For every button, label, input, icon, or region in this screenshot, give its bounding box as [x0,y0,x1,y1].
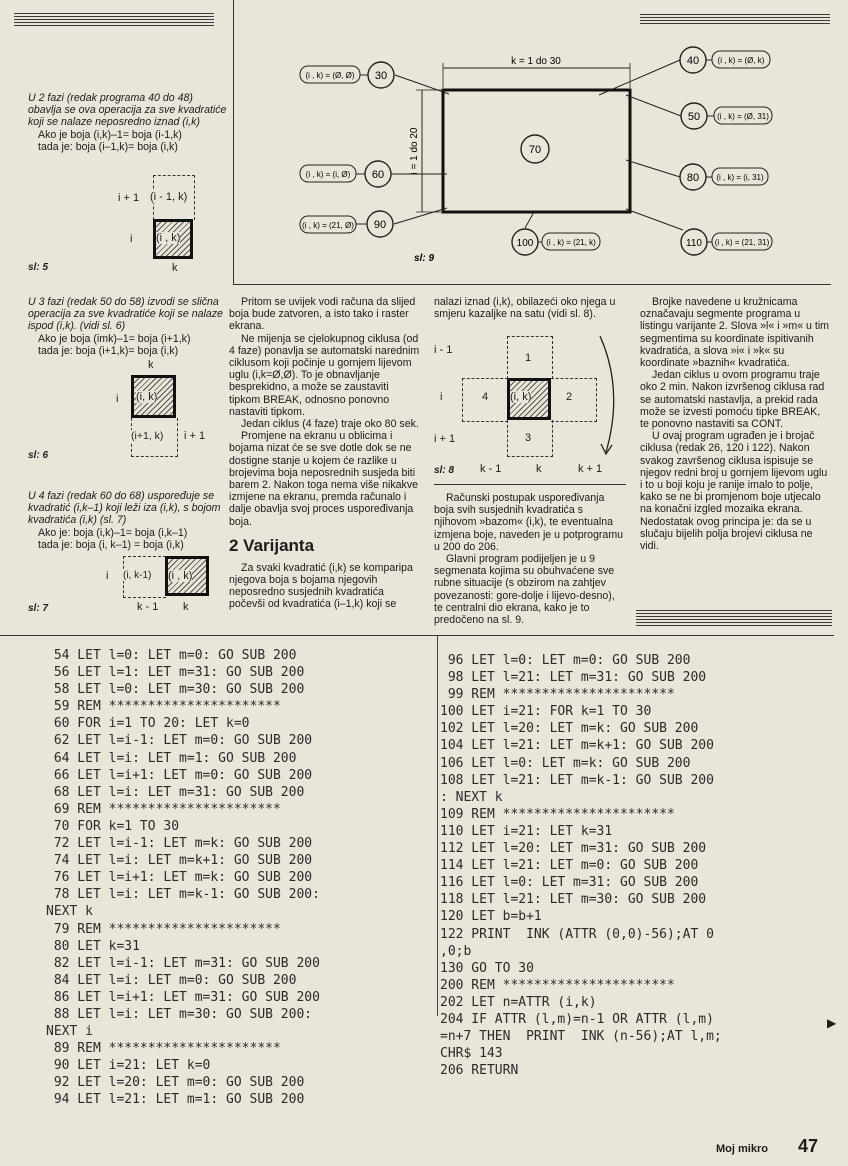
code-line: 92 LET l=20: LET m=0: GO SUB 200 [46,1075,305,1091]
code-line: 69 REM ********************** [46,801,281,817]
code-line: 54 LET l=0: LET m=0: GO SUB 200 [46,648,297,663]
code-line: 89 REM ********************** [46,1041,281,1057]
code-line: 56 LET l=1: LET m=31: GO SUB 200 [46,665,305,681]
code-line: 204 IF ATTR (l,m)=n-1 OR ATTR (l,m) [440,1011,714,1027]
col4-paragraph-3: U ovaj program ugrađen je i brojač ciklusa (redak 26, 120 i 122). Nakon svakog završenog ciklusa ispisuje se njegov redni broj u gornjem lijevom uglu i to u boji koju je ranije imalo to polje, kako se ne bi promjenom boje utjecalo na konačni izgled mozaika ekrana. Nedostatak ovog principa je: da se u slučaju bijelih polja brojevi ciklusa ne vidi. [640,430,828,553]
code-line: 59 REM ********************** [46,699,281,715]
code-line: CHR$ 143 [440,1046,503,1062]
svg-text:110: 110 [686,238,702,249]
column-4-text [640,296,830,552]
fig6-text [28,296,228,357]
code-line: 112 LET l=20: LET m=31: GO SUB 200 [440,841,707,857]
code-line: NEXT i [46,1024,93,1040]
fig9-node-60 [300,161,447,187]
col4-paragraph-2: Jedan ciklus u ovom programu traje oko 2 min. Nakon izvršenog ciklusa rad se automatski nastavlja, a prekid rada može se izvesti pomoću tipke BREAK, te ponovno nastaviti sa CONT. [640,369,825,431]
col2-paragraph-2: Ne mijenja se cjelokupnog ciklusa (od 4 faze) ponavlja se automatski narednim ciklusom koji počinje u gornjem lijevom uglu (i,k=Ø,Ø). To je obnavljanje besprekidno, a može se zaustaviti tipkom BREAK, odnosno ponovno nastaviti tipkom. [229,332,420,418]
code-line: 90 LET i=21: LET k=0 [46,1058,211,1074]
svg-text:(i , k) = (21, k): (i , k) = (21, k) [546,238,596,247]
code-line: 96 LET l=0: LET m=0: GO SUB 200 [440,653,691,668]
fig9-height-label: i = 1 do 20 [409,127,420,175]
listing-column-rule [437,636,438,1016]
fig8-row-i-1: i - 1 [434,344,453,356]
code-line: 70 FOR k=1 TO 30 [46,818,180,834]
fig8-row-i: i [440,391,443,403]
svg-text:(i , k) = (Ø, 31): (i , k) = (Ø, 31) [717,112,769,121]
code-line: 94 LET l=21: LET m=1: GO SUB 200 [46,1092,305,1108]
fig5-text [28,92,228,153]
col2-paragraph-4: Promjene na ekranu u oblicima i bojama nizat će se sve dotle dok se ne dostigne stanje u kojem će razlike u brojevima boja neposrednih susjeda biti barem 2. Nakon toga nema više nikakve izmjene na ekranu, premda računalo i dalje obavlja svoj proces uspoređivanja boja. [229,430,419,528]
code-line: 118 LET l=21: LET m=30: GO SUB 200 [440,892,707,908]
code-line: 84 LET l=i: LET m=0: GO SUB 200 [46,972,297,988]
code-line: 114 LET l=21: LET m=0: GO SUB 200 [440,858,699,874]
fig9-caption: sl: 9 [414,253,435,264]
fig6-condition: Ako je boja (imk)–1= boja (i+1,k) [38,332,191,345]
listing-top-rule [0,635,834,636]
code-line: 106 LET l=0: LET m=k: GO SUB 200 [440,755,691,771]
code-line: : NEXT k [440,789,503,805]
fig5-col-k: k [172,262,178,274]
fig7-col-k: k [183,601,189,613]
col2-paragraph-3: Jedan ciklus (4 faze) traje oko 80 sek. [241,418,419,431]
svg-text:70: 70 [528,144,542,156]
code-line: 202 LET n=ATTR (i,k) [440,994,597,1010]
code-line: 74 LET l=i: LET m=k+1: GO SUB 200 [46,853,313,869]
decorative-stripe-top-left [14,12,214,26]
fig8-after-1: Računski postupak uspoređivanja boja svih susjednih kvadratića s njihovom »bazom« (i,k), te eventualna izmjena boje, naveden je u potprogramu u 200 do 206. [434,492,624,553]
svg-text:40: 40 [686,55,700,67]
code-line: 200 REM ********************** [440,977,675,993]
fig5-cell-above-label: (i - 1, k) [150,191,188,203]
fig9-node-50 [626,95,772,129]
fig7-paragraph: U 4 fazi (redak 60 do 68) uspoređuje se kvadratić (i,k–1) koji leži iza (i,k), s bojom kvadratića (i,k) (sl. 7) [28,490,221,527]
magazine-name: Moj mikro [716,1143,768,1155]
code-line: 68 LET l=i: LET m=31: GO SUB 200 [46,784,305,800]
fig6-caption: sl: 6 [28,450,49,461]
svg-text:90: 90 [373,219,387,231]
col4-paragraph-1: Brojke navedene u kružnicama označavaju segmente programa u listingu varijante 2. Slova »l« i »m« u tim segmentima su koordinate ispitivanih kvadratića, a slova »i« i »k« su koordinate »baznih« kvadratića. [640,296,830,370]
fig5-condition: Ako je boja (i,k)–1= boja (i-1,k) [38,128,182,141]
code-line: 80 LET k=31 [46,938,140,954]
code-line: 72 LET l=i-1: LET m=k: GO SUB 200 [46,836,313,852]
code-line: 76 LET l=i+1: LET m=k: GO SUB 200 [46,870,313,886]
svg-text:(i , k) = (Ø, Ø): (i , k) = (Ø, Ø) [305,71,355,80]
fig8-cell-3-label: 3 [525,432,532,444]
fig5-result: tada je: boja (i–1,k)= boja (i,k) [38,140,178,153]
listing-right [440,652,722,1079]
svg-text:(i , k) = (i, 31): (i , k) = (i, 31) [716,173,764,182]
fig9-node-100 [512,212,600,255]
fig7-result: tada je: boja (i, k–1) = boja (i,k) [38,538,184,551]
fig5-row-above: i + 1 [118,192,140,204]
fig7-col-left: k - 1 [137,601,159,613]
code-line: 100 LET i=21: FOR k=1 TO 30 [440,704,652,720]
fig9-node-70 [521,135,549,163]
decorative-stripe-bottom-right [636,610,832,626]
code-line: 86 LET l=i+1: LET m=31: GO SUB 200 [46,989,320,1005]
fig7-cell-left-label: (i, k-1) [123,570,152,581]
code-line: 64 LET l=i: LET m=1: GO SUB 200 [46,750,297,766]
fig8-clockwise-arrow [596,330,626,460]
fig9-node-110 [626,209,772,255]
fig7-caption: sl: 7 [28,603,49,614]
fig6-paragraph: U 3 fazi (redak 50 do 58) izvodi se slična operacija za sve kvadratiće koji se nalaze ispod (i,k). (vidi sl. 6) [28,296,223,333]
fig6-col-k: k [148,359,154,371]
code-line: 109 REM ********************** [440,806,675,822]
fig8-col-k: k [536,463,542,475]
fig8-cell-2-label: 2 [566,391,573,403]
code-line: 79 REM ********************** [46,921,281,937]
svg-text:100: 100 [516,238,534,249]
page-arrow-icon: ▶ [827,1016,837,1030]
code-line: 130 GO TO 30 [440,960,534,976]
fig8-cell-2 [551,378,597,422]
fig8-cell-1-label: 1 [525,352,532,364]
column-3-text [434,492,626,626]
fig7-cell-main-label: (i , k) [168,570,193,582]
fig6-row-i: i [116,393,119,405]
fig7-text [28,490,228,551]
fig5-caption: sl: 5 [28,262,49,273]
fig8-intro: nalazi iznad (i,k), obilazeći oko njega u smjeru kazaljke na satu (vidi sl. 8). [434,296,616,321]
code-line: 98 LET l=21: LET m=31: GO SUB 200 [440,670,707,686]
code-line: 62 LET l=i-1: LET m=0: GO SUB 200 [46,733,313,749]
fig7-condition: Ako je: boja (i,k)–1= boja (i,k–1) [38,526,188,539]
code-line: 99 REM ********************** [440,687,675,703]
fig6-row-below: i + 1 [184,430,206,442]
svg-text:(i , k) = (21, Ø): (i , k) = (21, Ø) [302,221,354,230]
svg-text:60: 60 [371,169,385,181]
fig9-width-label: k = 1 do 30 [511,56,561,67]
svg-text:(i , k) = (21, 31): (i , k) = (21, 31) [714,238,770,247]
col2-after-heading: Za svaki kvadratić (i,k) se kompariра njegova boja s bojama njegovih neposredno susjednih kvadratića počevši od kvadratića (i–1,k) koji se [229,561,413,611]
fig8-after-2: Glavni program podijeljen je u 9 segmenata kojima su obuhvaćene sve rubne situacije (s obzirom na zahtjev povezanosti: gore-dolje i lijevo-desno), te centralni dio ekrana, kako je to predočeno na sl. 9. [434,553,615,627]
fig8-cell-center-label: (i, k) [510,391,532,403]
code-line: 58 LET l=0: LET m=30: GO SUB 200 [46,682,305,698]
fig8-caption: sl: 8 [434,465,455,476]
fig6-cell-main-label: (i, k) [136,391,158,403]
code-line: 78 LET l=i: LET m=k-1: GO SUB 200: [46,887,320,903]
svg-text:50: 50 [687,111,701,123]
fig5-paragraph: U 2 fazi (redak programa 40 do 48) obavlja se ova operacija za sve kvadratiće koji se nalaze neposredno iznad (i,k) [28,92,227,129]
fig8-row-i+1: i + 1 [434,433,456,445]
code-line: 108 LET l=21: LET m=k-1: GO SUB 200 [440,772,714,788]
fig8-rule [434,484,626,485]
code-line: 102 LET l=20: LET m=k: GO SUB 200 [440,721,699,737]
svg-text:80: 80 [686,172,700,184]
code-line: 88 LET l=i: LET m=30: GO SUB 200: [46,1006,313,1022]
fig9-node-80 [626,160,768,190]
svg-text:(i , k) = (i, Ø): (i , k) = (i, Ø) [305,170,351,179]
figure-9-diagram [234,0,830,284]
page-number: 47 [798,1136,819,1156]
fig5-cell-main-label: (i , k) [156,232,181,244]
fig7-row-i: i [106,570,109,582]
code-line: 104 LET l=21: LET m=k+1: GO SUB 200 [440,738,714,754]
code-line: ,0;b [440,943,472,959]
listing-left [46,647,320,1109]
code-line: 206 RETURN [440,1063,519,1079]
svg-text:(i , k) = (Ø, k): (i , k) = (Ø, k) [717,56,765,65]
code-line: 122 PRINT INK (ATTR (0,0)-56);AT 0 [440,926,714,942]
code-line: =n+7 THEN PRINT INK (n-56);AT l,m; [440,1029,722,1045]
code-line: 116 LET l=0: LET m=31: GO SUB 200 [440,875,699,891]
fig8-cell-4-label: 4 [482,391,489,403]
code-line: 60 FOR i=1 TO 20: LET k=0 [46,716,250,732]
svg-text:30: 30 [374,70,388,82]
column-2-text [229,296,421,611]
fig8-col-k+1: k + 1 [578,463,603,475]
fig9-node-40 [599,47,770,95]
fig6-result: tada je: boja (i+1,k)= boja (i,k) [38,344,179,357]
code-line: 66 LET l=i+1: LET m=0: GO SUB 200 [46,767,313,783]
section-heading: 2 Varijanta [229,535,315,555]
fig9-node-30 [300,62,449,94]
code-line: 82 LET l=i-1: LET m=31: GO SUB 200 [46,955,320,971]
code-line: NEXT k [46,904,93,920]
code-line: 110 LET i=21: LET k=31 [440,823,613,839]
col2-paragraph-1: Pritom se uvijek vodi računa da slijed boja bude zatvoren, a isto tako i raster ekrana. [229,296,416,333]
fig5-row-i: i [130,233,133,245]
code-line: 120 LET b=b+1 [440,909,542,925]
fig8-col-k-1: k - 1 [480,463,502,475]
fig6-cell-below-label: (i+1, k) [131,430,164,442]
